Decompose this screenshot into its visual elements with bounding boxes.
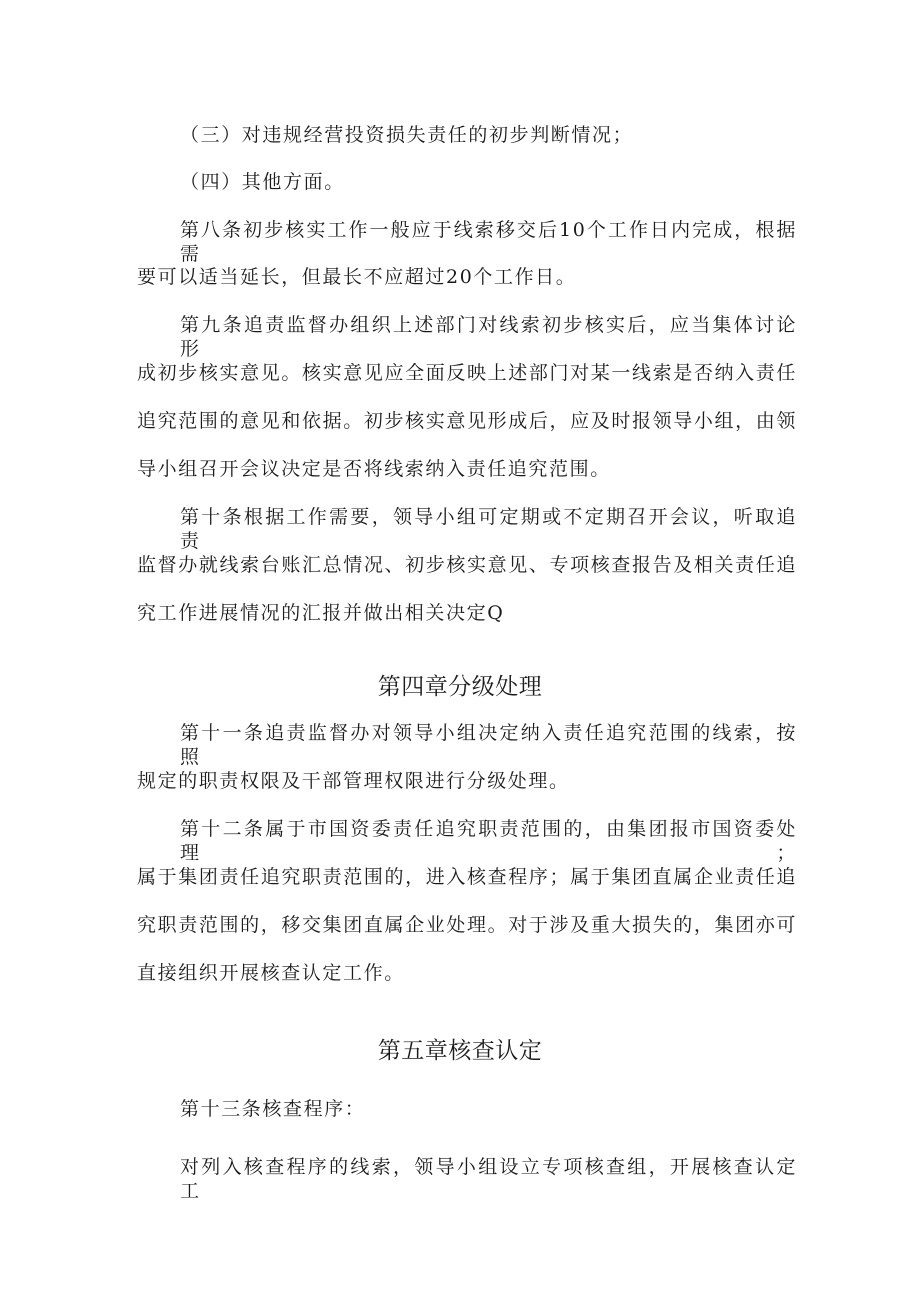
paragraph-line: 究工作进展情况的汇报并做出相关决定Q bbox=[137, 602, 505, 624]
paragraph-line: 监督办就线索台账汇总情况、初步核实意见、专项核查报告及相关责任追 bbox=[137, 554, 797, 576]
paragraph-line: 究职责范围的，移交集团直属企业处理。对于涉及重大损失的，集团亦可 bbox=[137, 914, 797, 936]
paragraph-line: 成初步核实意见。核实意见应全面反映上述部门对某一线索是否纳入责任 bbox=[137, 362, 797, 384]
paragraph-line: 属于集团责任追究职责范围的，进入核查程序；属于集团直属企业责任追 bbox=[137, 866, 797, 888]
chapter-heading: 第四章分级处理 bbox=[377, 674, 543, 700]
paragraph-line: 第十三条核查程序： bbox=[180, 1098, 366, 1120]
chapter-heading: 第五章核查认定 bbox=[377, 1038, 543, 1064]
paragraph-line: 对列入核查程序的线索，领导小组设立专项核查组，开展核查认定工 bbox=[180, 1156, 797, 1202]
paragraph-line: （三）对违规经营投资损失责任的初步判断情况； bbox=[180, 124, 634, 146]
paragraph-line: 要可以适当延长，但最长不应超过20个工作日。 bbox=[137, 266, 577, 288]
paragraph-line: 第八条初步核实工作一般应于线索移交后10个工作日内完成，根据需 bbox=[180, 219, 797, 265]
paragraph-line: 导小组召开会议决定是否将线索纳入责任追究范围。 bbox=[137, 458, 611, 480]
paragraph-line: 第十条根据工作需要，领导小组可定期或不定期召开会议，听取追责 bbox=[180, 506, 797, 552]
paragraph-line: 规定的职责权限及干部管理权限进行分级处理。 bbox=[137, 770, 570, 792]
paragraph-line: 直接组织开展核查认定工作。 bbox=[137, 962, 405, 984]
paragraph-line: 第十二条属于市国资委责任追究职责范围的，由集团报市国资委处理； bbox=[180, 818, 797, 864]
paragraph-line: （四）其他方面。 bbox=[180, 171, 345, 193]
paragraph-line: 第九条追责监督办组织上述部门对线索初步核实后，应当集体讨论形 bbox=[180, 314, 797, 360]
paragraph-line: 第十一条追责监督办对领导小组决定纳入责任追究范围的线索，按照 bbox=[180, 722, 797, 768]
paragraph-line: 追究范围的意见和依据。初步核实意见形成后，应及时报领导小组，由领 bbox=[137, 410, 797, 432]
